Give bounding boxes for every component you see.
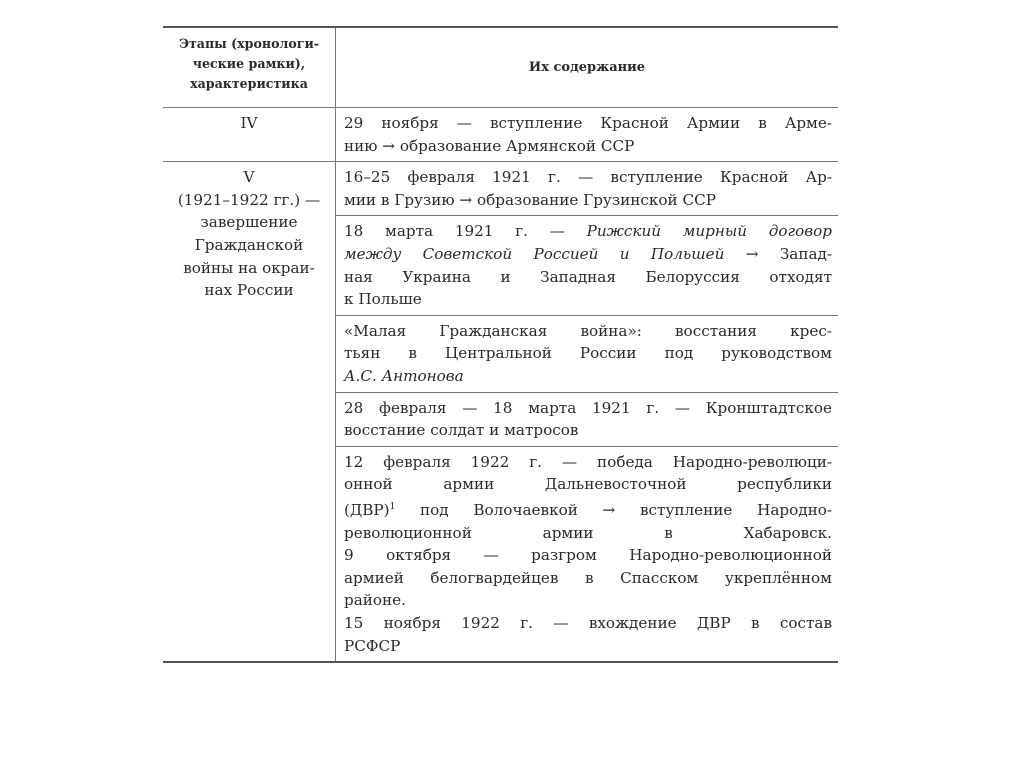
table-header xyxy=(163,28,838,108)
text-segment: мии в Грузию → образование Грузинской ССР xyxy=(344,190,716,209)
content-line xyxy=(344,166,832,189)
text-segment: 29 ноября — вступление Красной Армии в Арме- xyxy=(344,114,832,132)
text-segment: 15 ноября 1922 г. — вхождение ДВР в состав xyxy=(344,613,832,632)
text-segment: революционной армии в Хабаровск. xyxy=(344,523,832,542)
content-line xyxy=(344,635,832,658)
content-cell xyxy=(336,393,838,447)
stage-line: (1921–1922 гг.) — xyxy=(177,190,321,209)
table-row xyxy=(163,162,838,661)
text-segment: → Запад- xyxy=(724,244,833,263)
stage-line: IV xyxy=(240,114,258,132)
content-line xyxy=(344,567,832,590)
content-line xyxy=(344,243,832,266)
content-column xyxy=(336,162,838,661)
stage-line: войны на окраи- xyxy=(183,258,315,277)
header-stages-line: Этапы (хронологи- xyxy=(178,36,320,51)
content-line xyxy=(344,612,832,635)
content-line xyxy=(344,496,832,522)
content-line xyxy=(344,451,832,474)
stage-line: V xyxy=(243,168,255,187)
text-segment: восстание солдат и матросов xyxy=(344,421,579,440)
text-segment: к Польше xyxy=(344,290,422,309)
italic-text: А.С. Антонова xyxy=(344,366,464,385)
content-line xyxy=(344,589,832,612)
stage-line: Гражданской xyxy=(194,235,304,254)
text-segment: 18 марта 1921 г. — xyxy=(344,222,587,241)
content-line xyxy=(344,320,832,343)
content-line xyxy=(344,419,832,442)
content-line xyxy=(344,220,832,243)
text-segment: (ДВР) xyxy=(344,500,390,519)
text-segment: «Малая Гражданская война»: восстания крес- xyxy=(344,321,832,340)
text-segment: 12 февраля 1922 г. — победа Народно-революци- xyxy=(344,452,832,471)
content-cell xyxy=(336,216,838,315)
table-row xyxy=(163,108,838,162)
text-segment: РСФСР xyxy=(344,636,401,655)
footnote-mark: 1 xyxy=(389,501,396,512)
text-segment: нию → образование Армянской ССР xyxy=(344,136,635,155)
content-line xyxy=(344,266,832,289)
content-line xyxy=(344,288,832,311)
text-segment: 28 февраля — 18 марта 1921 г. — Кронштадтское xyxy=(344,398,832,417)
content-line xyxy=(344,189,832,212)
content-cell xyxy=(336,108,838,161)
content-cell xyxy=(336,316,838,393)
text-segment: под Волочаевкой → вступление Народно- xyxy=(395,500,832,519)
italic-text: Рижский мирный договор xyxy=(586,222,832,241)
text-segment: ная Украина и Западная Белоруссия отходят xyxy=(344,267,832,286)
text-segment: армией белогвардейцев в Спасском укреплённом xyxy=(344,568,832,587)
text-segment: районе. xyxy=(344,591,406,610)
content-line xyxy=(344,473,832,496)
text-segment: онной армии Дальневосточной республики xyxy=(344,475,832,494)
italic-text: между Советской Россией и Польшей xyxy=(344,244,725,263)
stage-cell xyxy=(163,108,336,161)
content-line xyxy=(344,342,832,365)
header-content: Их содержание xyxy=(528,60,646,75)
stage-cell xyxy=(163,162,336,661)
text-segment: тьян в Центральной России под руководством xyxy=(344,344,832,363)
history-table xyxy=(163,26,838,663)
content-line xyxy=(344,365,832,388)
text-segment: 16–25 февраля 1921 г. — вступление Красной Ар- xyxy=(344,168,832,187)
table-body xyxy=(163,108,838,661)
stage-line: нах России xyxy=(204,281,294,300)
text-segment: 9 октября — разгром Народно-революционной xyxy=(344,546,832,565)
content-cell xyxy=(336,447,838,661)
stage-line: завершение xyxy=(200,213,298,232)
content-line xyxy=(344,112,832,135)
header-stages-line: ческие рамки), xyxy=(192,56,306,71)
content-cell xyxy=(336,162,838,216)
content-line xyxy=(344,544,832,567)
header-stages xyxy=(163,28,336,107)
content-line xyxy=(344,135,832,158)
content-line xyxy=(344,522,832,545)
header-stages-line: характеристика xyxy=(190,76,308,91)
content-column xyxy=(336,108,838,161)
content-line xyxy=(344,397,832,420)
